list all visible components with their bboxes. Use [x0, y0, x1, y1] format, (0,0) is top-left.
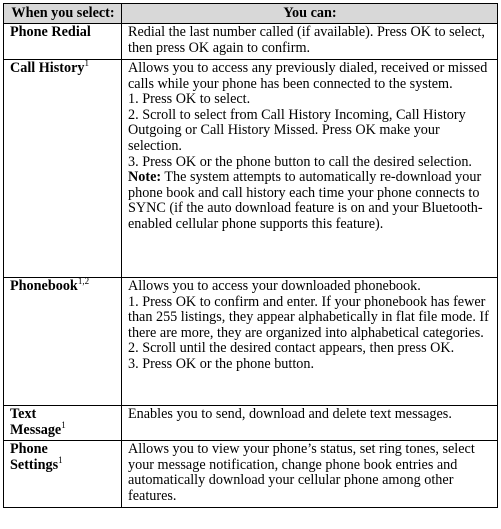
- feature-table: [3, 3, 498, 508]
- footnote-marker: 1: [58, 454, 63, 465]
- table-row: [4, 441, 498, 507]
- option-description: [122, 278, 498, 406]
- note-label: Note:: [128, 169, 162, 186]
- option-text-message: [4, 406, 122, 441]
- step-text: 1. Press OK to confirm and enter. If your phonebook has fewer than 255 listings, they appear alphabetically in flat file mode. If there are more, they are organized into alphabetical categories.: [128, 293, 489, 341]
- table-row: [4, 24, 498, 60]
- step-text: 3. Press OK or the phone button to call the desired selection.: [128, 153, 472, 170]
- option-label: Settings: [10, 456, 59, 473]
- table-row: [4, 406, 498, 441]
- option-label: Call History: [10, 60, 85, 76]
- option-label: Phonebook: [10, 278, 78, 294]
- option-phone-settings: [4, 441, 122, 507]
- step-text: 2. Scroll until the desired contact appears, then press OK.: [128, 340, 455, 357]
- option-phonebook: [4, 278, 122, 406]
- option-label: Text: [10, 406, 37, 422]
- option-label: Message: [10, 421, 62, 438]
- footnote-marker: 1: [61, 419, 66, 430]
- option-phone-redial: [4, 24, 122, 60]
- header-when-you-select: When you select:: [4, 4, 122, 24]
- header-you-can: You can:: [122, 4, 498, 24]
- table-row: [4, 278, 498, 406]
- note-paragraph: [128, 170, 492, 232]
- option-label: Phone Redial: [10, 24, 91, 40]
- description-text: Allows you to access your downloaded phonebook.: [128, 278, 421, 294]
- option-description: [122, 24, 498, 60]
- step-text: 3. Press OK or the phone button.: [128, 355, 314, 372]
- footnote-marker: 1,2: [77, 276, 90, 286]
- description-text: Allows you to access any previously dialed, received or missed calls while your phone has been connected to the system.: [128, 60, 488, 92]
- description-text: Enables you to send, download and delete text messages.: [128, 406, 452, 422]
- table-header-row: [4, 4, 498, 24]
- option-call-history: [4, 60, 122, 278]
- option-description: [122, 60, 498, 278]
- footnote-marker: 1: [84, 58, 89, 68]
- step-text: 1. Press OK to select.: [128, 91, 251, 108]
- description-text: Allows you to view your phone’s status, set ring tones, select your message notification, change phone book entries and automatically download your cellular phone among other features.: [128, 441, 475, 504]
- description-text: Redial the last number called (if available). Press OK to select, then press OK again to confirm.: [128, 24, 485, 56]
- step-text: 2. Scroll to select from Call History Incoming, Call History Outgoing or Call History Missed. Press OK make your selection.: [128, 106, 466, 154]
- note-text: The system attempts to automatically re-download your phone book and call history each time your phone connects to SYNC (if the auto download feature is on and your Bluetooth-enabled cellular phone supports this feature).: [128, 169, 483, 232]
- table-row: [4, 60, 498, 278]
- option-description: [122, 406, 498, 441]
- option-label: Phone: [10, 441, 48, 458]
- option-description: [122, 441, 498, 507]
